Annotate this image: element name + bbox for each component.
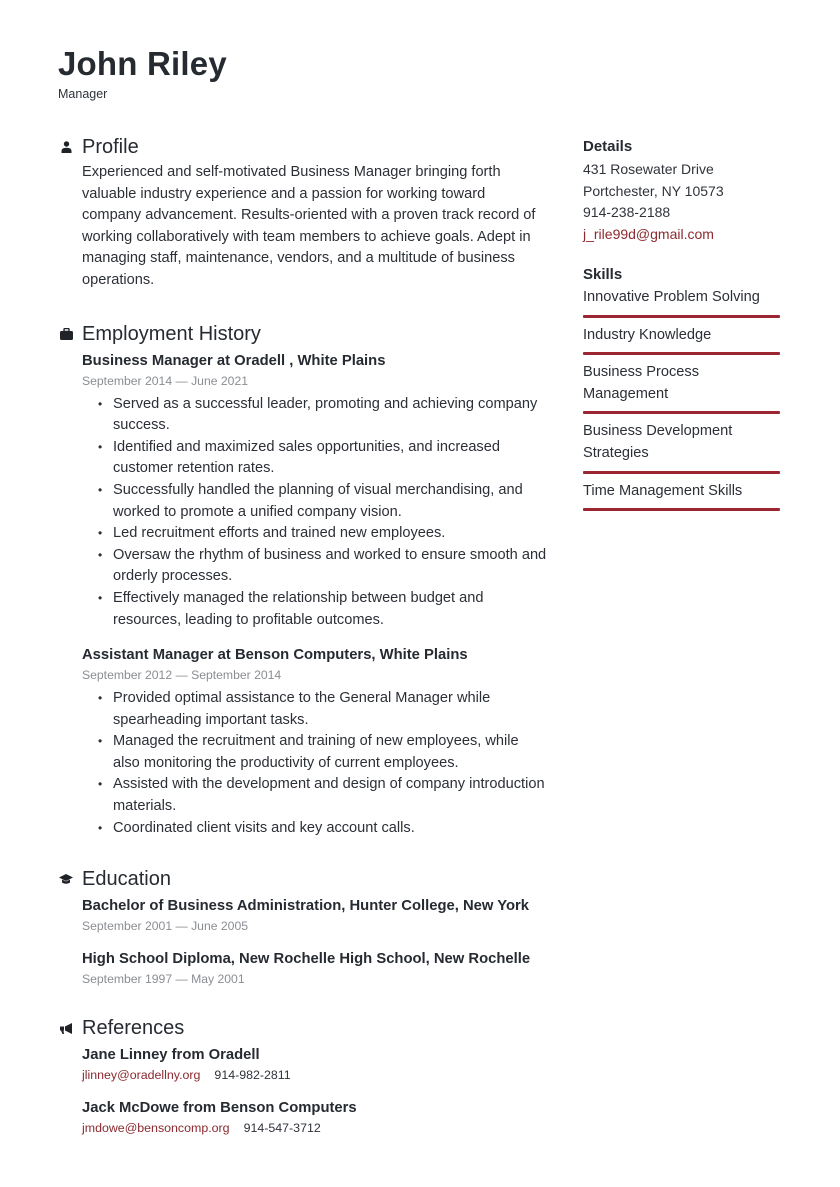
- skill-item: [583, 362, 780, 414]
- reference-phone: 914-982-2811: [214, 1068, 291, 1083]
- details-heading: Details: [583, 138, 633, 155]
- skill-level-bar: [583, 352, 780, 355]
- skill-label: Industry Knowledge: [583, 326, 712, 343]
- reference-entry: [82, 1098, 548, 1137]
- job-bullets: [82, 688, 548, 839]
- skill-label: Business Process Management: [583, 364, 699, 402]
- job-bullet: • Led recruitment efforts and trained new employees.: [113, 523, 548, 545]
- skill-level-bar: [583, 315, 780, 318]
- candidate-title: Manager: [58, 87, 108, 101]
- skill-item: [583, 287, 780, 318]
- profile-summary: Experienced and self-motivated Business Manager bringing forth valuable industry experience and a passion for working toward company advancement. Results-oriented with a proven track record of working collaboratively with team members to achieve goals. Adept in managing staff, maintenance, vendors, and a multitude of business operations.: [82, 164, 536, 288]
- job-bullet: • Effectively managed the relationship between budget and resources, leading to profitable outcomes.: [113, 588, 548, 631]
- education-entry: [82, 896, 548, 935]
- job-bullet: • Served as a successful leader, promoting and achieving company success.: [113, 394, 548, 437]
- job-heading: Business Manager at Oradell , White Plains: [82, 352, 386, 369]
- education-section: [58, 865, 548, 988]
- skill-label: Business Development Strategies: [583, 423, 733, 461]
- education-entry: [82, 949, 548, 988]
- job-bullet: • Identified and maximized sales opportunities, and increased customer retention rates.: [113, 437, 548, 480]
- job-bullet: • Successfully handled the planning of visual merchandising, and worked to promote a unified company vision.: [113, 480, 548, 523]
- skills-heading: Skills: [583, 266, 623, 283]
- graduation-cap-icon: [58, 871, 74, 887]
- skill-label: Time Management Skills: [583, 482, 743, 499]
- reference-name: Jack McDowe from Benson Computers: [82, 1100, 357, 1117]
- reference-entry: [82, 1045, 548, 1084]
- job-heading: Assistant Manager at Benson Computers, White Plains: [82, 647, 468, 664]
- profile-heading-row: [58, 133, 548, 161]
- email-link[interactable]: j_rile99d@gmail.com: [583, 225, 714, 242]
- section-heading: Profile: [82, 136, 139, 158]
- job-bullet: • Oversaw the rhythm of business and worked to ensure smooth and orderly processes.: [113, 545, 548, 588]
- section-heading: References: [82, 1017, 185, 1040]
- job-bullet: • Coordinated client visits and key account calls.: [113, 818, 548, 840]
- profile-section: [58, 133, 548, 292]
- section-heading: Employment History: [82, 322, 261, 345]
- skill-item: [583, 421, 780, 473]
- skill-level-bar: [583, 471, 780, 474]
- education-heading-row: [58, 865, 548, 893]
- phone-number: 914-238-2188: [583, 204, 671, 220]
- skill-level-bar: [583, 411, 780, 414]
- education-dates: September 2001 — June 2005: [82, 919, 249, 934]
- candidate-name: John Riley: [58, 45, 227, 82]
- reference-email-link[interactable]: jlinney@oradellny.org: [82, 1068, 201, 1083]
- briefcase-icon: [58, 326, 74, 342]
- job-entry: [82, 645, 548, 839]
- reference-email-link[interactable]: jmdowe@bensoncomp.org: [82, 1121, 230, 1136]
- job-entry: [82, 351, 548, 632]
- skill-item: [583, 325, 780, 356]
- references-heading-row: [58, 1014, 548, 1042]
- reference-phone: 914-547-3712: [243, 1121, 321, 1136]
- sidebar-column: [583, 137, 783, 518]
- job-dates: September 2012 — September 2014: [82, 668, 282, 683]
- education-dates: September 1997 — May 2001: [82, 972, 245, 987]
- main-column: [58, 133, 548, 1137]
- education-heading: Bachelor of Business Administration, Hunter College, New York: [82, 898, 530, 915]
- address-line-2: Portchester, NY 10573: [583, 182, 724, 199]
- job-bullet: • Provided optimal assistance to the General Manager while spearheading important tasks.: [113, 688, 548, 731]
- address-line-1: 431 Rosewater Drive: [583, 161, 714, 177]
- section-heading: Education: [82, 868, 171, 891]
- megaphone-icon: [58, 1020, 74, 1036]
- job-bullet: • Managed the recruitment and training of new employees, while also monitoring the productivity of current employees.: [113, 731, 548, 774]
- skill-level-bar: [583, 508, 780, 511]
- skill-label: Innovative Problem Solving: [583, 289, 760, 305]
- job-dates: September 2014 — June 2021: [82, 373, 249, 388]
- skill-item: [583, 481, 780, 512]
- details-section: [583, 137, 783, 245]
- person-icon: [58, 139, 74, 155]
- employment-heading-row: [58, 320, 548, 348]
- job-bullet: • Assisted with the development and design of company introduction materials.: [113, 774, 548, 817]
- references-section: [58, 1014, 548, 1137]
- employment-section: [58, 320, 548, 840]
- reference-name: Jane Linney from Oradell: [82, 1047, 260, 1064]
- skills-section: [583, 265, 783, 511]
- job-bullets: [82, 394, 548, 632]
- education-heading: High School Diploma, New Rochelle High School, New Rochelle: [82, 951, 531, 968]
